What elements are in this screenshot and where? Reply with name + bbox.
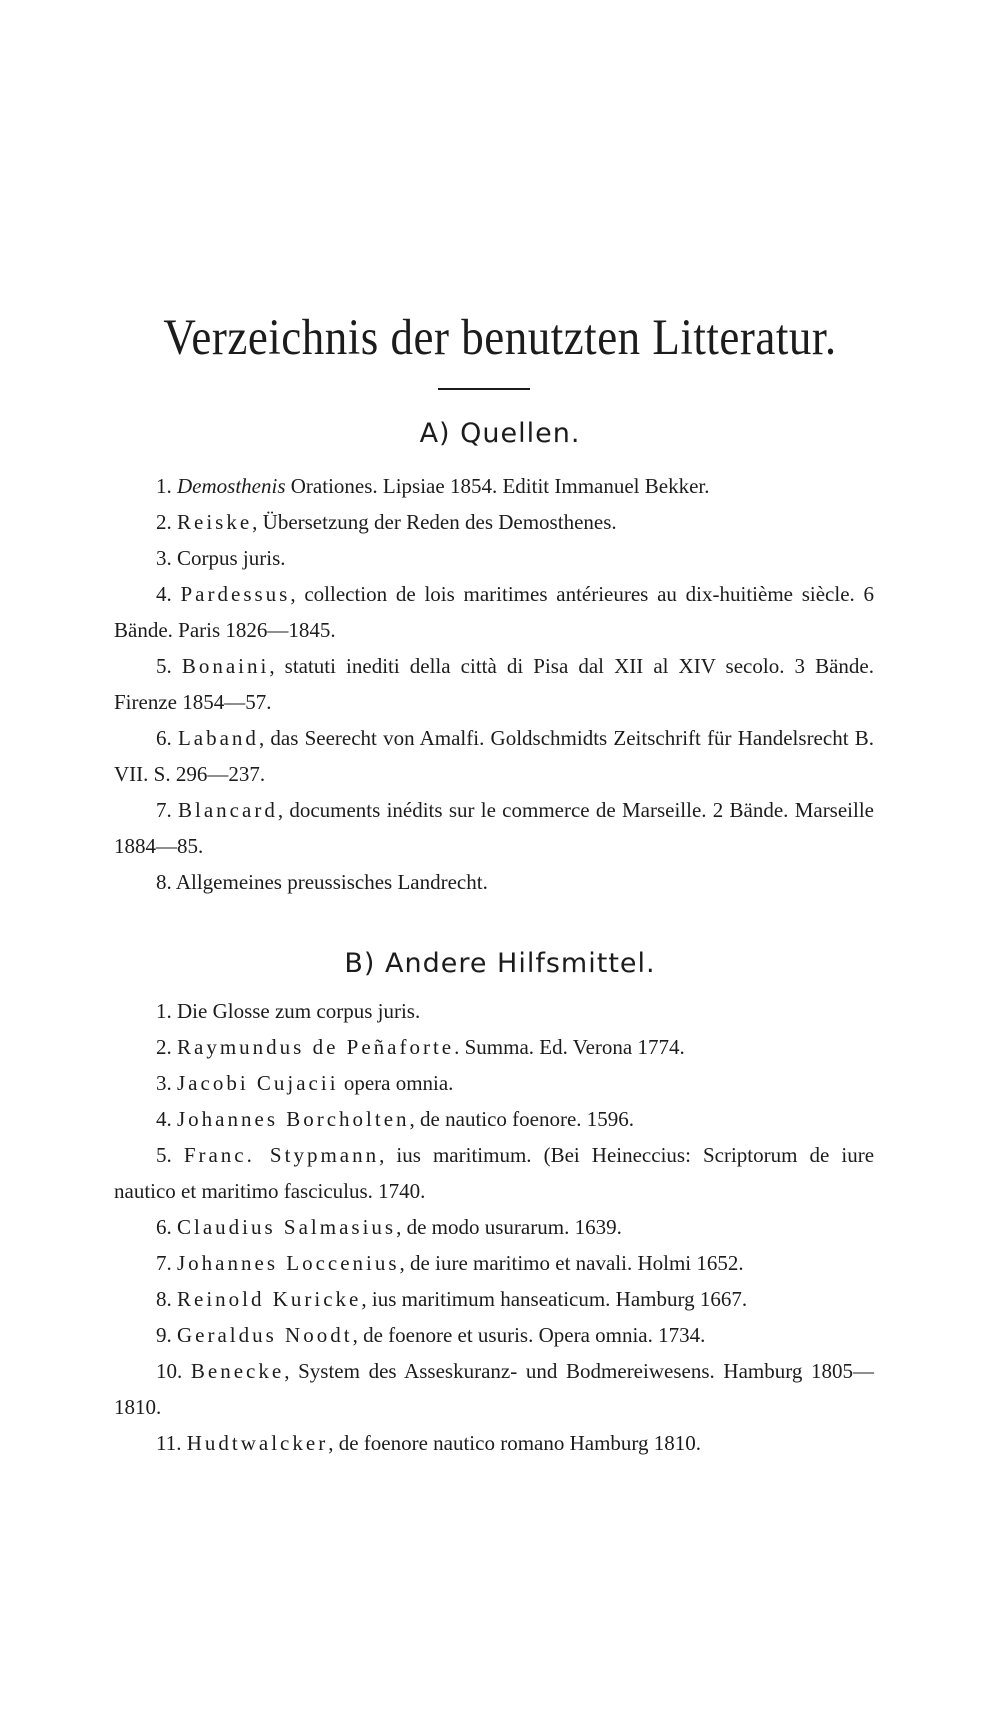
- list-item: 9. Geraldus Noodt, de foenore et usuris. Opera omnia. 1734.: [156, 1323, 706, 1347]
- entry-author: Bonaini: [181, 654, 270, 678]
- entry-author: Pardessus: [180, 582, 291, 606]
- list-item: 5. Franc. Stypmann, ius maritimum. (Bei Heineccius: Scriptorum de iure nautico et maritimo fasciculus. 1740.: [114, 1143, 875, 1203]
- list-item: 8. Reinold Kuricke, ius maritimum hanseaticum. Hamburg 1667.: [156, 1287, 748, 1311]
- hilfsmittel-list: [114, 993, 874, 1461]
- list-item: 5. Bonaini, statuti inediti della città di Pisa dal XII al XIV secolo. 3 Bände. Firenze 1854—57.: [114, 654, 874, 714]
- title-divider: [438, 388, 530, 390]
- section-heading-hilfsmittel: B) Andere Hilfsmittel.: [344, 948, 656, 979]
- quellen-list: [114, 468, 874, 900]
- entry-author: Reiske: [177, 510, 253, 534]
- entry-author: Johannes Borcholten: [177, 1107, 410, 1131]
- entry-author: Reinold Kuricke: [177, 1287, 362, 1311]
- page-title: Verzeichnis der benutzten Litteratur.: [163, 309, 837, 366]
- entry-author: Franc. Stypmann: [183, 1143, 380, 1167]
- entry-author: Hudtwalcker: [186, 1431, 329, 1455]
- list-item: 6. Claudius Salmasius, de modo usurarum. 1639.: [156, 1215, 622, 1239]
- list-item: 2. Reiske, Übersetzung der Reden des Demosthenes.: [156, 510, 617, 534]
- list-item: 7. Blancard, documents inédits sur le commerce de Marseille. 2 Bände. Marseille 1884—85.: [114, 798, 874, 858]
- entry-author: Raymundus de Peñaforte: [177, 1035, 455, 1059]
- list-item: 1. Demosthenis Orationes. Lipsiae 1854. Editit Immanuel Bekker.: [156, 474, 710, 498]
- section-heading-quellen: A) Quellen.: [419, 418, 581, 449]
- list-item: 11. Hudtwalcker, de foenore nautico romano Hamburg 1810.: [156, 1431, 702, 1455]
- entry-author: Jacobi Cujacii: [177, 1071, 339, 1095]
- entry-author: Demosthenis: [177, 474, 286, 498]
- list-item: 8. Allgemeines preussisches Landrecht.: [156, 870, 488, 894]
- entry-author: Benecke: [190, 1359, 285, 1383]
- entry-author: Claudius Salmasius: [177, 1215, 397, 1239]
- entry-author: Laband: [177, 726, 259, 750]
- list-item: 4. Pardessus, collection de lois maritimes antérieures au dix-huitième siècle. 6 Bände. Paris 1826—1845.: [114, 582, 875, 642]
- list-item: 2. Raymundus de Peñaforte. Summa. Ed. Verona 1774.: [156, 1035, 685, 1059]
- list-item: 4. Johannes Borcholten, de nautico foenore. 1596.: [156, 1107, 635, 1131]
- list-item: 3. Jacobi Cujacii opera omnia.: [156, 1071, 454, 1095]
- list-item: 7. Johannes Loccenius, de iure maritimo et navali. Holmi 1652.: [156, 1251, 744, 1275]
- entry-author: Geraldus Noodt: [177, 1323, 353, 1347]
- list-item: 3. Corpus juris.: [156, 546, 286, 570]
- list-item: 1. Die Glosse zum corpus juris.: [156, 999, 421, 1023]
- entry-author: Blancard: [178, 798, 278, 822]
- list-item: 6. Laband, das Seerecht von Amalfi. Goldschmidts Zeitschrift für Handelsrecht B. VII. S. 296—237.: [114, 726, 874, 786]
- entry-author: Johannes Loccenius: [177, 1251, 400, 1275]
- list-item: 10. Benecke, System des Asseskuranz- und Bodmereiwesens. Hamburg 1805—1810.: [114, 1359, 874, 1419]
